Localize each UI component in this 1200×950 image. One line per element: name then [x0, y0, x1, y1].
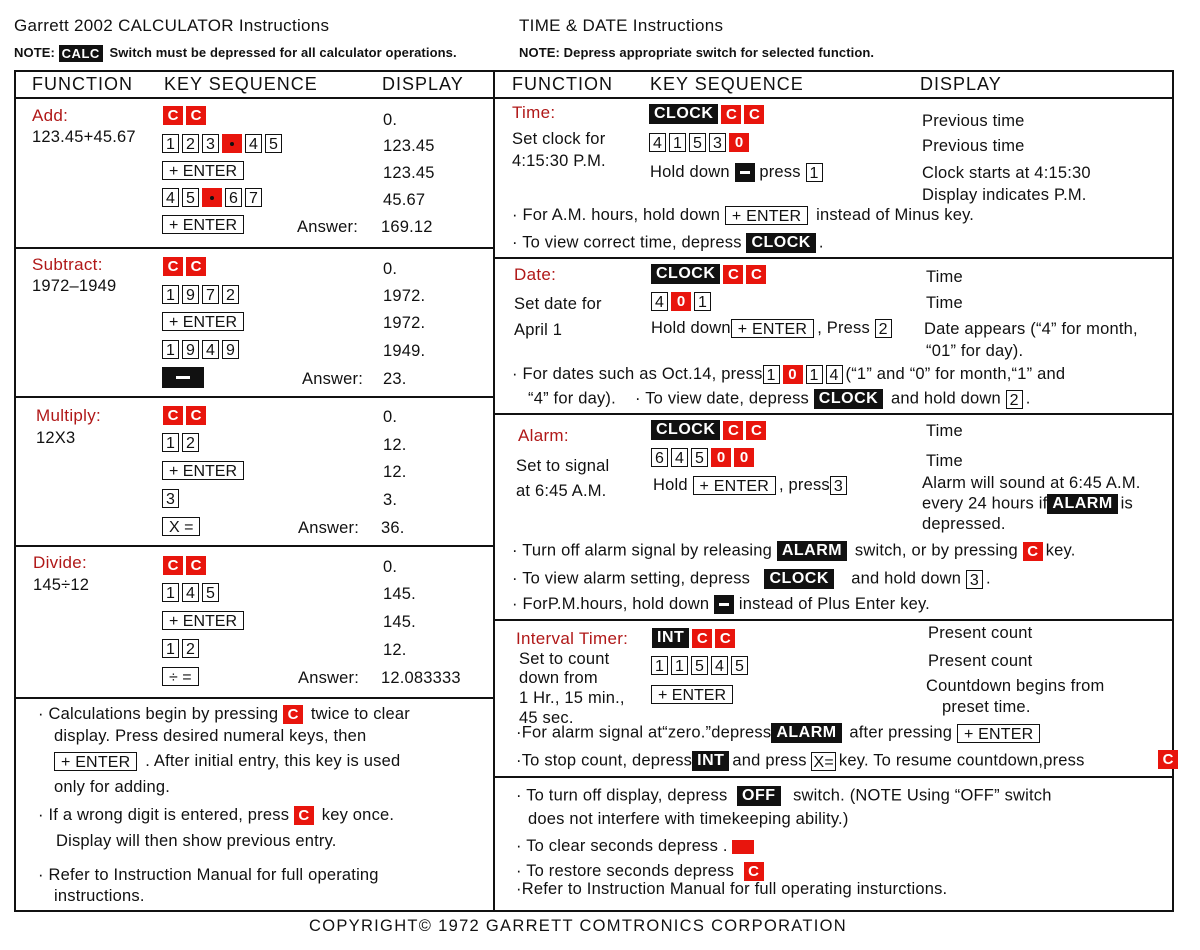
note-text: twice to clear [310, 705, 410, 723]
digit-key: 9 [182, 285, 199, 304]
calc-col-key-sequence: KEY SEQUENCE [164, 74, 318, 94]
bottom-note-1c: does not interfere with timekeeping ability.) [528, 810, 849, 828]
note-text: To view date, depress [645, 389, 809, 408]
hold-text: Hold [653, 476, 688, 494]
c-key: C [744, 862, 764, 881]
c-key: C [186, 106, 206, 125]
c-key: C [163, 106, 183, 125]
divide-row4-keys [162, 639, 202, 658]
multiply-display-1: 0. [383, 408, 398, 426]
digit-key: 1 [651, 656, 668, 675]
c-key: C [744, 105, 764, 124]
alarm-key: ALARM [777, 541, 847, 561]
interval-desc-1: Set to count [519, 650, 610, 668]
time-row1-keys [649, 104, 767, 124]
calc-note-1c: display. Press desired numeral keys, then [54, 727, 367, 745]
digit-key: 5 [731, 656, 748, 675]
date-label: Date: [514, 265, 557, 284]
time-row3 [650, 163, 826, 182]
digit-key: 7 [245, 188, 262, 207]
digit-key: 1 [806, 365, 823, 384]
divide-display-2: 145. [383, 585, 416, 603]
digit-key: 1 [763, 365, 780, 384]
date-display-3: Date appears (“4” for month, [924, 320, 1138, 338]
enter-key: + ENTER [731, 319, 814, 338]
note-text: To stop count, depress [521, 751, 693, 770]
alarm-key: ALARM [771, 723, 841, 743]
decimal-key [202, 188, 222, 207]
c-key: C [1023, 542, 1043, 561]
multiply-row2-keys [162, 433, 202, 452]
digit-key: 1 [162, 134, 179, 153]
time-row2-keys [649, 133, 752, 152]
note-text: . After initial entry, this key is used [145, 752, 401, 770]
note-label: NOTE: [14, 45, 55, 60]
interval-note-1: ·For alarm signal at“zero.”depress ALARM after pressing + ENTER [516, 723, 1043, 743]
divide-row1-keys [163, 556, 209, 575]
digit-key: 0 [711, 448, 731, 467]
calculator-title: Garrett 2002 CALCULATOR Instructions [14, 16, 330, 35]
enter-key: + ENTER [957, 724, 1040, 743]
c-key: C [186, 406, 206, 425]
date-display-1: Time [926, 268, 963, 286]
multiply-answer-label: Answer: [298, 519, 360, 537]
time-display-2: Previous time [922, 137, 1025, 155]
add-display-1: 0. [383, 111, 398, 129]
calculator-note [14, 45, 457, 62]
divider [14, 697, 494, 699]
time-col-function: FUNCTION [512, 74, 613, 94]
calc-note-3a: · Refer to Instruction Manual for full operating [38, 866, 379, 884]
interval-note-2: ·To stop count, depress INT and press X= key. To resume countdown,press [516, 751, 1085, 771]
divider [14, 247, 494, 249]
digit-key: 4 [651, 292, 668, 311]
multiply-label: Multiply: [36, 406, 102, 425]
minus-key [162, 367, 204, 388]
subtract-display-4: 1949. [383, 342, 426, 360]
note-text: Refer to Instruction Manual for full operating insturctions. [521, 880, 948, 898]
press-text: press [759, 163, 801, 181]
divide-answer: 12.083333 [381, 669, 461, 687]
c-key: C [163, 257, 183, 276]
alarm-display-3: Alarm will sound at 6:45 A.M. [922, 474, 1141, 492]
clock-key: CLOCK [814, 389, 883, 409]
time-note-2: · To view correct time, depress CLOCK . [512, 233, 824, 252]
interval-desc-2: down from [519, 669, 598, 687]
calc-col-function: FUNCTION [32, 74, 133, 94]
alarm-row2-keys [651, 448, 757, 467]
digit-key: 2 [1006, 390, 1023, 409]
date-row1-keys [651, 264, 769, 284]
c-key: C [721, 105, 741, 124]
multiply-display-4: 3. [383, 491, 398, 509]
add-row2-keys [162, 134, 285, 153]
digit-key: 5 [182, 188, 199, 207]
divide-display-4: 12. [383, 641, 407, 659]
hold-down-text: Hold down [650, 163, 730, 181]
divide-equals-key: ÷ = [162, 667, 199, 686]
digit-key: 4 [826, 365, 843, 384]
digit-key: 4 [202, 340, 219, 359]
add-row1-keys [163, 106, 209, 125]
enter-key: + ENTER [693, 476, 776, 495]
note-text: instead of Minus key. [816, 206, 975, 224]
multiply-example: 12X3 [36, 429, 76, 447]
date-display-4: “01” for day). [926, 342, 1024, 360]
alarm-row3 [653, 476, 850, 495]
seconds-key [732, 840, 754, 854]
enter-key: + ENTER [651, 685, 733, 704]
digit-key: 2 [182, 433, 199, 452]
c-key: C [283, 705, 303, 724]
bottom-note-1: · To turn off display, depress OFF switch. (NOTE Using “OFF” switch [516, 786, 1052, 805]
multiply-display-3: 12. [383, 463, 407, 481]
subtract-display-3: 1972. [383, 314, 426, 332]
add-label: Add: [32, 106, 69, 125]
digit-key: 1 [162, 583, 179, 602]
c-key: C [715, 629, 735, 648]
note-text: For alarm signal at“zero.”depress [521, 723, 772, 742]
times-equals-key: X= [813, 753, 834, 771]
c-key: C [163, 556, 183, 575]
int-key: INT [692, 751, 729, 771]
enter-key: + ENTER [162, 161, 244, 180]
divider [14, 396, 494, 398]
digit-key: 3 [709, 133, 726, 152]
multiply-row5-keys [162, 517, 203, 536]
digit-key: 3 [162, 489, 179, 508]
add-display-3: 123.45 [383, 164, 435, 182]
note-text: (“1” and “0” for month,“1” and [845, 365, 1066, 383]
calc-note-2a: · If a wrong digit is entered, press C key once. [38, 806, 395, 825]
press-text: , press [778, 476, 830, 494]
interval-timer-label: Interval Timer: [516, 629, 629, 648]
subtract-row5-keys [162, 367, 204, 388]
enter-key: + ENTER [54, 752, 137, 771]
interval-desc-4: 45 sec. [519, 709, 574, 727]
alarm-desc-1: Set to signal [516, 457, 610, 475]
date-note-2: “4” for day). · To view date, depress CLOCK and hold down 2 . [528, 389, 1031, 409]
calc-note-3b: instructions. [54, 887, 145, 905]
clock-key: CLOCK [746, 233, 815, 253]
multiply-row1-keys [163, 406, 209, 425]
times-equals-key: X = [162, 517, 200, 536]
note-text: and press [732, 751, 807, 770]
subtract-display-1: 0. [383, 260, 398, 278]
alarm-note-3: · ForP.M.hours, hold down instead of Plus Enter key. [512, 595, 930, 613]
digit-key: 3 [830, 476, 847, 495]
divide-example: 145÷12 [33, 576, 90, 594]
subtract-row4-keys [162, 340, 242, 359]
enter-key: + ENTER [162, 461, 244, 480]
time-col-display: DISPLAY [920, 74, 1002, 94]
date-desc-2: April 1 [514, 321, 563, 339]
digit-key: 1 [162, 639, 179, 658]
add-row3-keys [162, 161, 247, 180]
c-key: C [1158, 750, 1178, 769]
note-text: If a wrong digit is entered, press [48, 806, 290, 824]
digit-key: 4 [245, 134, 262, 153]
interval-display-1: Present count [928, 624, 1033, 642]
int-key: INT [652, 628, 689, 648]
divide-answer-label: Answer: [298, 669, 360, 687]
note-text: To view alarm setting, depress [522, 569, 751, 588]
alarm-display-1: Time [926, 422, 963, 440]
note-text: To restore seconds depress [526, 862, 735, 880]
note-text: Turn off alarm signal by releasing [522, 541, 773, 560]
note-text: instead of Plus Enter key. [738, 595, 930, 613]
digit-key: 4 [671, 448, 688, 467]
digit-key: 0 [783, 365, 803, 384]
c-key: C [163, 406, 183, 425]
subtract-answer: 23. [383, 370, 407, 388]
interval-row3-keys [651, 685, 736, 704]
alarm-note-1: · Turn off alarm signal by releasing ALARM switch, or by pressing C key. [512, 541, 1076, 560]
note-text: switch. (NOTE Using “OFF” switch [793, 786, 1052, 805]
subtract-row3-keys [162, 312, 247, 331]
add-row4-keys [162, 188, 265, 207]
multiply-answer: 36. [381, 519, 405, 537]
digit-key: 2 [182, 134, 199, 153]
digit-key: 9 [182, 340, 199, 359]
interval-row2-keys [651, 656, 751, 675]
note-text: For A.M. hours, hold down [522, 206, 721, 224]
calc-note-1e: only for adding. [54, 778, 171, 796]
divider [14, 545, 494, 547]
c-key: C [692, 629, 712, 648]
clock-key: CLOCK [764, 569, 833, 589]
enter-key: + ENTER [725, 206, 808, 225]
alarm-key: ALARM [1047, 494, 1117, 514]
date-note-1: · For dates such as Oct.14, press 1 0 1 4 (“1” and “0” for month,“1” and [512, 365, 1066, 385]
note-text: “4” for day). [528, 389, 616, 408]
time-col-key-sequence: KEY SEQUENCE [650, 74, 804, 94]
digit-key: 0 [729, 133, 749, 152]
digit-key: 5 [691, 656, 708, 675]
subtract-label: Subtract: [32, 255, 103, 274]
divider [493, 413, 1172, 415]
note-left-text: Switch must be depressed for all calculator operations. [109, 45, 457, 60]
digit-key: 1 [162, 285, 179, 304]
clock-key: CLOCK [651, 264, 720, 284]
digit-key: 5 [265, 134, 282, 153]
date-row3 [651, 319, 895, 338]
digit-key: 4 [711, 656, 728, 675]
display-text: every 24 hours if [922, 494, 1048, 513]
time-date-title: TIME & DATE Instructions [519, 16, 724, 35]
calc-note-1d [54, 752, 400, 771]
digit-key: 6 [225, 188, 242, 207]
date-display-2: Time [926, 294, 963, 312]
add-display-2: 123.45 [383, 137, 435, 155]
interval-display-4: preset time. [942, 698, 1031, 716]
alarm-desc-2: at 6:45 A.M. [516, 482, 607, 500]
off-key: OFF [737, 786, 781, 806]
note-text: To turn off display, depress [526, 786, 728, 805]
subtract-display-2: 1972. [383, 287, 426, 305]
date-desc-1: Set date for [514, 295, 602, 313]
add-example: 123.45+45.67 [32, 128, 136, 146]
note-text: Calculations begin by pressing [48, 705, 279, 723]
time-desc-1: Set clock for [512, 130, 606, 148]
minus-key [714, 595, 734, 614]
digit-key: 1 [694, 292, 711, 311]
c-key: C [746, 265, 766, 284]
calc-col-display: DISPLAY [382, 74, 464, 94]
calc-key: CALC [59, 45, 103, 62]
time-display-4: Display indicates P.M. [922, 186, 1087, 204]
digit-key: 1 [162, 340, 179, 359]
note-text: and hold down [890, 389, 1001, 408]
copyright-footer: COPYRIGHT© 1972 GARRETT COMTRONICS CORPORATION [309, 917, 847, 935]
note-text: after pressing [849, 723, 953, 742]
divide-label: Divide: [33, 553, 88, 572]
interval-display-3: Countdown begins from [926, 677, 1105, 695]
note-text: To clear seconds depress . [526, 837, 728, 855]
c-key: C [723, 421, 743, 440]
digit-key: 9 [222, 340, 239, 359]
add-display-4: 45.67 [383, 191, 426, 209]
digit-key: 1 [669, 133, 686, 152]
minus-key [735, 163, 755, 182]
multiply-row3-keys [162, 461, 247, 480]
alarm-note-2: · To view alarm setting, depress CLOCK and hold down 3 . [512, 569, 991, 589]
digit-key: 1 [806, 163, 823, 182]
digit-key: 5 [689, 133, 706, 152]
digit-key: 2 [182, 639, 199, 658]
divide-display-1: 0. [383, 558, 398, 576]
digit-key: 5 [202, 583, 219, 602]
digit-key: 3 [966, 570, 983, 589]
divide-row3-keys [162, 611, 247, 630]
enter-key: + ENTER [162, 215, 244, 234]
c-key: C [723, 265, 743, 284]
date-row2-keys [651, 292, 714, 311]
digit-key: 2 [875, 319, 892, 338]
time-label: Time: [512, 103, 556, 122]
note-text: switch, or by pressing [854, 541, 1018, 560]
press-text: , Press [817, 319, 870, 337]
divide-display-3: 145. [383, 613, 416, 631]
time-note: NOTE: Depress appropriate switch for selected function. [519, 45, 875, 60]
divide-row5-keys [162, 667, 202, 686]
time-note-1: · For A.M. hours, hold down + ENTER instead of Minus key. [512, 206, 975, 226]
c-key: C [186, 556, 206, 575]
clock-key: CLOCK [649, 104, 718, 124]
bottom-note-2: · To clear seconds depress . [516, 837, 757, 856]
divider [493, 257, 1172, 259]
note-text: key once. [321, 806, 395, 824]
note-text: For dates such as Oct.14, press [522, 365, 763, 383]
add-row5-keys [162, 215, 247, 234]
header-rule [14, 97, 1172, 99]
divide-row2-keys [162, 583, 222, 602]
digit-key: 2 [222, 285, 239, 304]
digit-key: 1 [162, 433, 179, 452]
digit-key: 3 [202, 134, 219, 153]
c-key: C [186, 257, 206, 276]
digit-key: 4 [162, 188, 179, 207]
alarm-display-2: Time [926, 452, 963, 470]
note-text: ForP.M.hours, hold down [522, 595, 710, 613]
digit-key: 0 [671, 292, 691, 311]
c-key: C [294, 806, 314, 825]
calc-note-1a: · Calculations begin by pressing C twice to clear [38, 705, 410, 724]
time-display-3: Clock starts at 4:15:30 [922, 164, 1091, 182]
alarm-row1-keys [651, 420, 769, 440]
add-answer: 169.12 [381, 218, 433, 236]
enter-key: + ENTER [162, 611, 244, 630]
time-desc-2: 4:15:30 P.M. [512, 152, 606, 170]
interval-resume-c-key [1158, 750, 1181, 769]
time-display-1: Previous time [922, 112, 1025, 130]
note-text: Refer to Instruction Manual for full operating [48, 866, 379, 884]
divider [493, 619, 1172, 621]
display-text: is [1120, 494, 1133, 513]
subtract-answer-label: Answer: [302, 370, 364, 388]
hold-down-text: Hold down [651, 319, 731, 337]
alarm-display-4 [922, 494, 1133, 514]
digit-key: 4 [649, 133, 666, 152]
bottom-note-4: ·Refer to Instruction Manual for full operating insturctions. [516, 880, 948, 898]
interval-desc-3: 1 Hr., 15 min., [519, 689, 625, 707]
interval-row1-keys [652, 628, 738, 648]
digit-key: 6 [651, 448, 668, 467]
subtract-example: 1972–1949 [32, 277, 117, 295]
divider [493, 776, 1172, 778]
calc-note-2c: Display will then show previous entry. [56, 832, 337, 850]
add-answer-label: Answer: [297, 218, 359, 236]
note-text: and hold down [851, 569, 962, 588]
subtract-row2-keys [162, 285, 242, 304]
multiply-display-2: 12. [383, 436, 407, 454]
clock-key: CLOCK [651, 420, 720, 440]
digit-key: 7 [202, 285, 219, 304]
enter-key: + ENTER [162, 312, 244, 331]
alarm-label: Alarm: [518, 426, 569, 445]
digit-key: 1 [671, 656, 688, 675]
note-text: key. To resume countdown,press [838, 751, 1085, 770]
interval-display-2: Present count [928, 652, 1033, 670]
c-key: C [746, 421, 766, 440]
subtract-row1-keys [163, 257, 209, 276]
decimal-key [222, 134, 242, 153]
digit-key: 4 [182, 583, 199, 602]
multiply-row4-keys [162, 489, 182, 508]
note-text: key. [1045, 541, 1076, 560]
digit-key: 5 [691, 448, 708, 467]
column-divider [493, 70, 495, 910]
digit-key: 0 [734, 448, 754, 467]
bottom-note-3: · To restore seconds depress C [516, 862, 767, 881]
alarm-display-5: depressed. [922, 515, 1006, 533]
note-text: To view correct time, depress [522, 233, 742, 252]
